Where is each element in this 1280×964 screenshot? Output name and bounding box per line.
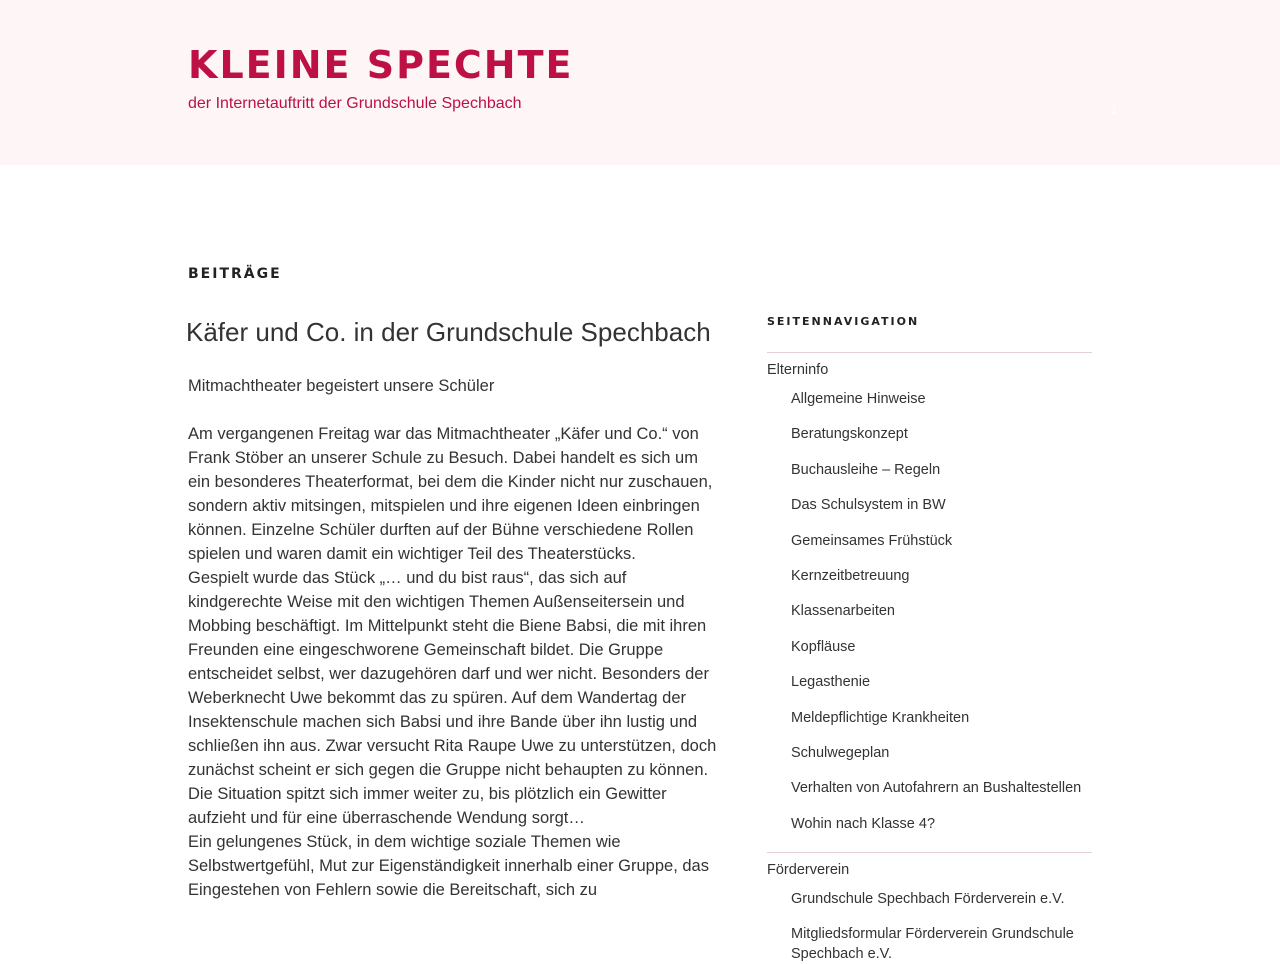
nav-item-schulwegeplan[interactable]: Schulwegeplan: [791, 744, 890, 761]
nav-item-foerderverein-ev[interactable]: Grundschule Spechbach Förderverein e.V.: [791, 891, 1065, 908]
post-paragraph: Am vergangenen Freitag war das Mitmachtheater „Käfer und Co.“ von Frank Stöber an unserer Schule zu Besuch. Dabei handelt es sich um ein besonderes Theaterformat, bei dem die Kinder nicht nur zuschauen, sondern aktiv mitsingen, mitspielen und ihre eigenen Ideen einbringen können. Einzelne Schüler durften auf der Bühne verschiedene Rollen spielen und waren damit ein wichtiger Teil des Theaterstücks.: [188, 425, 713, 563]
nav-item-fruehstueck[interactable]: Gemeinsames Frühstück: [791, 532, 953, 549]
nav-item-wohin-nach-klasse-4[interactable]: Wohin nach Klasse 4?: [791, 815, 936, 832]
nav-item-legasthenie[interactable]: Legasthenie: [791, 674, 871, 691]
arrow-down-icon[interactable]: ↓: [1109, 98, 1119, 118]
widget-title: SEITENNAVIGATION: [767, 315, 920, 328]
nav-item-autofahrer-bushaltestellen[interactable]: Verhalten von Autofahrern an Bushaltestellen: [791, 780, 1082, 797]
nav-item-kopflaeuse[interactable]: Kopfläuse: [791, 638, 856, 655]
nav-item-kernzeitbetreuung[interactable]: Kernzeitbetreuung: [791, 567, 910, 584]
nav-group-foerderverein: [767, 852, 1092, 964]
nav-item-schulsystem[interactable]: Das Schulsystem in BW: [791, 497, 946, 514]
nav-item-allgemeine-hinweise[interactable]: Allgemeine Hinweise: [791, 391, 926, 407]
nav-children-foerderverein: [767, 884, 1092, 964]
post-title-link[interactable]: Käfer und Co. in der Grundschule Spechbach: [186, 317, 711, 347]
nav-item-klassenarbeiten[interactable]: Klassenarbeiten: [791, 603, 895, 620]
site-header: [0, 0, 1280, 165]
site-description: der Internetauftritt der Grundschule Spechbach: [188, 95, 522, 112]
nav-item-foerderverein[interactable]: Förderverein: [767, 862, 850, 879]
nav-item-beratungskonzept[interactable]: Beratungskonzept: [791, 426, 908, 443]
nav-item-elterninfo[interactable]: Elterninfo: [767, 362, 829, 378]
post-paragraph: Gespielt wurde das Stück „… und du bist raus“, das sich auf kindgerechte Weise mit den wichtigen Themen Außenseitersein und Mobbing beschäftigt. Im Mittelpunkt steht die Biene Babsi, die mit ihren Freunden eine eingeschworene Gemeinschaft bildet. Die Gruppe entscheidet selbst, wer dazugehören darf und wer nicht. Besonders der Weberknecht Uwe bekommt das zu spüren. Auf dem Wandertag der Insektenschule machen sich Babsi und ihre Bande über ihn lustig und schließen ihn aus. Zwar versucht Rita Raupe Uwe zu unterstützen, doch zunächst scheint er sich gegen die Gruppe nicht behaupten zu können. Die Situation spitzt sich immer weiter zu, bis plötzlich ein Gewitter aufzieht und für eine überraschende Wendung sorgt…: [188, 569, 717, 827]
nav-item-mitgliedsformular[interactable]: Mitgliedsformular Förderverein Grundschule Spechbach e.V.: [791, 926, 1074, 963]
nav-group-elterninfo: [767, 352, 1092, 844]
nav-item-buchausleihe[interactable]: Buchausleihe – Regeln: [791, 461, 941, 478]
post-article: [188, 314, 718, 902]
nav-item-meldepflichtige-krankheiten[interactable]: Meldepflichtige Krankheiten: [791, 709, 970, 726]
site-title-link[interactable]: KLEINE SPECHTE: [188, 43, 574, 87]
page-title: BEITRÄGE: [188, 265, 282, 282]
nav-children-elterninfo: [767, 384, 1092, 844]
sidebar: [767, 315, 1092, 964]
post-subtitle: Mitmachtheater begeistert unsere Schüler: [188, 377, 495, 395]
post-paragraph: Ein gelungenes Stück, in dem wichtige soziale Themen wie Selbstwertgefühl, Mut zur Eigenständigkeit innerhalb einer Gruppe, das Eingestehen von Fehlern sowie die Bereitschaft, sich zu: [188, 833, 709, 899]
